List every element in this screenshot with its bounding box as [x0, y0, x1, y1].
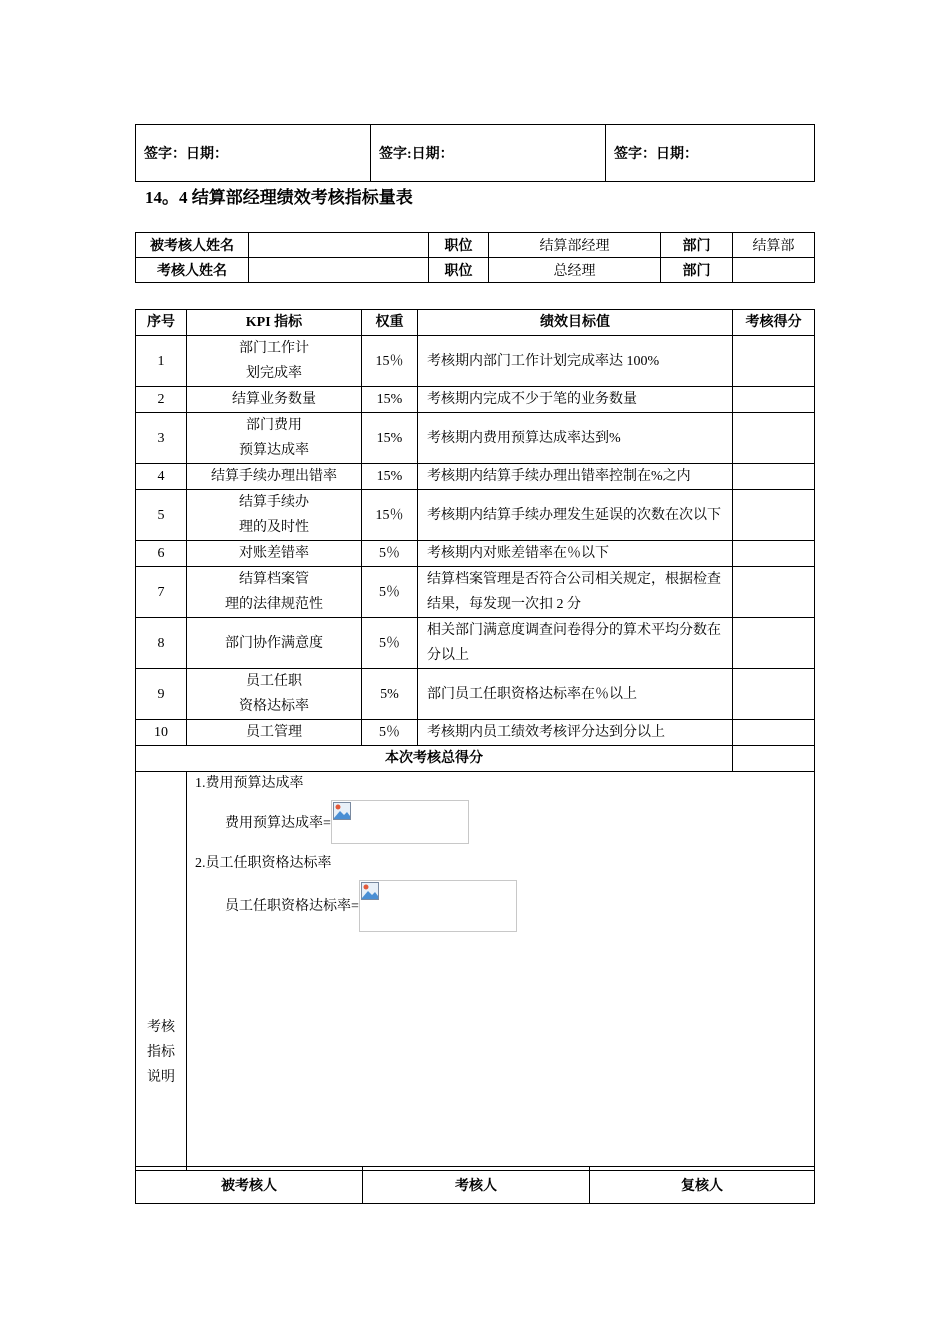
examiner-name-label: 考核人姓名: [136, 258, 249, 283]
row-no: 6: [136, 541, 187, 567]
position-label: 职位: [429, 258, 489, 283]
footer-examiner: 考核人: [363, 1167, 590, 1204]
row-kpi-line: 预算达成率: [239, 443, 309, 458]
row-goal: 考核期内员工绩效考核评分达到分以上: [418, 720, 733, 746]
signature-cell-1: 签字：日期：: [136, 125, 371, 182]
row-kpi-line: 资格达标率: [239, 699, 309, 714]
row-weight: 5％: [362, 618, 418, 669]
table-row: [136, 567, 815, 618]
row-kpi: [187, 387, 362, 413]
row-no: 9: [136, 669, 187, 720]
info-table: [135, 232, 815, 283]
examinee-name-value: [249, 233, 429, 258]
row-kpi-line: 部门协作满意度: [225, 635, 323, 651]
row-kpi: [187, 413, 362, 464]
row-goal: 部门员工任职资格达标率在％以上: [418, 669, 733, 720]
notes-label-line: 考核: [147, 1019, 175, 1035]
row-weight: 15%: [362, 413, 418, 464]
row-kpi: [187, 618, 362, 669]
examiner-position: 总经理: [489, 258, 661, 283]
broken-image-icon: [361, 882, 379, 900]
signature-cell-3: 签字：日期：: [606, 125, 815, 182]
dept-label: 部门: [661, 258, 733, 283]
row-kpi-line: 理的法律规范性: [225, 597, 323, 612]
row-goal: 考核期内完成不少于笔的业务数量: [418, 387, 733, 413]
row-score: [733, 567, 815, 618]
row-weight: 5％: [362, 541, 418, 567]
row-kpi-line: 部门工作计: [239, 341, 309, 356]
formula-image-2: [359, 880, 517, 932]
row-kpi-line: 结算手续办理出错率: [211, 469, 337, 484]
table-row: [136, 618, 815, 669]
row-no: 7: [136, 567, 187, 618]
row-weight: 15％: [362, 490, 418, 541]
row-kpi-line: 部门费用: [246, 418, 302, 433]
row-weight: 15%: [362, 387, 418, 413]
row-score: [733, 541, 815, 567]
formula-image-1: [331, 800, 469, 844]
row-kpi-line: 划完成率: [246, 366, 302, 381]
header-kpi: KPI 指标: [187, 310, 362, 336]
row-goal: 考核期内部门工作计划完成率达 100%: [418, 336, 733, 387]
row-goal: 考核期内结算手续办理出错率控制在%之内: [418, 464, 733, 490]
kpi-table: [135, 309, 815, 1171]
row-weight: 15%: [362, 464, 418, 490]
notes-content-cell: [187, 772, 815, 1171]
examinee-position: 结算部经理: [489, 233, 661, 258]
row-no: 3: [136, 413, 187, 464]
row-kpi: [187, 567, 362, 618]
row-score: [733, 669, 815, 720]
header-score: 考核得分: [733, 310, 815, 336]
row-kpi: [187, 720, 362, 746]
section-title: 14。4 结算部经理绩效考核指标量表: [145, 188, 413, 207]
note-item1-formula: 费用预算达成率=: [225, 816, 331, 831]
row-score: [733, 618, 815, 669]
notes-label-cell: [136, 772, 187, 1171]
row-kpi: [187, 464, 362, 490]
note-item2-title: 2.员工任职资格达标率: [195, 856, 332, 871]
note-item1-title: 1.费用预算达成率: [195, 776, 304, 791]
row-no: 2: [136, 387, 187, 413]
total-score-label: 本次考核总得分: [136, 746, 733, 772]
table-row: [136, 720, 815, 746]
examinee-dept: 结算部: [733, 233, 815, 258]
signature-table: [135, 124, 815, 182]
row-score: [733, 336, 815, 387]
row-goal: 结算档案管理是否符合公司相关规定，根据检查结果，每发现一次扣 2 分: [418, 567, 733, 618]
footer-reviewer: 复核人: [590, 1167, 815, 1204]
row-kpi-line: 理的及时性: [239, 520, 309, 535]
row-kpi: [187, 541, 362, 567]
signature-cell-2: 签字:日期：: [371, 125, 606, 182]
table-row: [136, 541, 815, 567]
row-goal: 考核期内对账差错率在％以下: [418, 541, 733, 567]
dept-label: 部门: [661, 233, 733, 258]
footer-table: [135, 1166, 815, 1204]
examinee-name-label: 被考核人姓名: [136, 233, 249, 258]
note-item2-formula: 员工任职资格达标率=: [225, 899, 359, 914]
row-no: 1: [136, 336, 187, 387]
header-goal: 绩效目标值: [418, 310, 733, 336]
table-row: [136, 490, 815, 541]
row-no: 10: [136, 720, 187, 746]
notes-label-line: 指标: [147, 1044, 175, 1060]
row-no: 5: [136, 490, 187, 541]
row-kpi-line: 结算档案管: [239, 572, 309, 587]
row-goal: 相关部门满意度调查问卷得分的算术平均分数在分以上: [418, 618, 733, 669]
row-score: [733, 720, 815, 746]
examiner-name-value: [249, 258, 429, 283]
table-row: [136, 387, 815, 413]
row-score: [733, 387, 815, 413]
row-score: [733, 464, 815, 490]
header-weight: 权重: [362, 310, 418, 336]
table-row: [136, 464, 815, 490]
row-kpi: [187, 490, 362, 541]
row-kpi: [187, 336, 362, 387]
row-weight: 15％: [362, 336, 418, 387]
row-goal: 考核期内结算手续办理发生延误的次数在次以下: [418, 490, 733, 541]
row-kpi-line: 员工管理: [246, 725, 302, 740]
row-weight: 5％: [362, 567, 418, 618]
broken-image-icon: [333, 802, 351, 820]
row-no: 8: [136, 618, 187, 669]
row-weight: 5%: [362, 669, 418, 720]
row-kpi: [187, 669, 362, 720]
table-row: [136, 669, 815, 720]
row-weight: 5％: [362, 720, 418, 746]
row-kpi-line: 员工任职: [246, 674, 302, 689]
row-score: [733, 413, 815, 464]
row-kpi-line: 结算手续办: [239, 495, 309, 510]
row-no: 4: [136, 464, 187, 490]
row-score: [733, 490, 815, 541]
position-label: 职位: [429, 233, 489, 258]
footer-examinee: 被考核人: [136, 1167, 363, 1204]
row-goal: 考核期内费用预算达成率达到%: [418, 413, 733, 464]
table-row: [136, 413, 815, 464]
row-kpi-line: 对账差错率: [239, 546, 309, 561]
examiner-dept: [733, 258, 815, 283]
total-score-value: [733, 746, 815, 772]
notes-label-line: 说明: [147, 1069, 175, 1085]
header-no: 序号: [136, 310, 187, 336]
row-kpi-line: 结算业务数量: [232, 392, 316, 407]
table-row: [136, 336, 815, 387]
